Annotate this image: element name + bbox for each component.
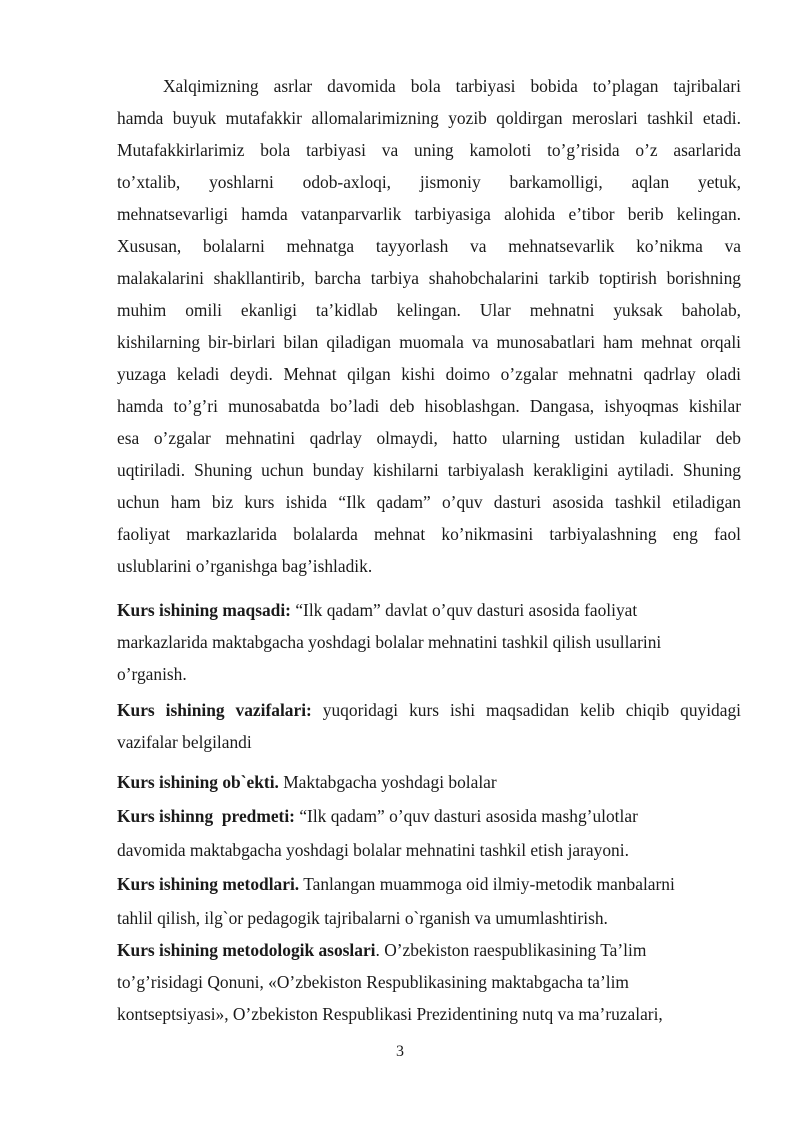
paragraph-line: kishilarning bir-birlari bilan qiladigan muomala va munosabatlari ham mehnat orqali — [117, 332, 741, 352]
paragraph-line: Mutafakkirlarimiz bola tarbiyasi va uning kamoloti to’g’risida o’z asarlarida — [117, 140, 741, 160]
section-obekt — [117, 770, 741, 794]
section-text-line: vazifalar belgilandi — [117, 732, 252, 752]
paragraph-line: uslublarini o’rganishga bag’ishladik. — [117, 556, 373, 576]
section-text-line: tahlil qilish, ilg`or pedagogik tajribalarni o`rganish va umumlashtirish. — [117, 908, 608, 928]
paragraph-line: hamda to’g’ri munosabatda bo’ladi deb hisoblashgan. Dangasa, ishyoqmas kishilar — [117, 396, 741, 416]
section-vazifalar — [117, 698, 741, 722]
section-label: Kurs ishining metodologik asoslari — [117, 940, 376, 960]
paragraph-line: esa o’zgalar mehnatini qadrlay olmaydi, hatto ularning ustidan kuladilar deb — [117, 428, 741, 448]
section-text-line: o’rganish. — [117, 664, 187, 684]
section-metodlar — [117, 872, 741, 896]
section-predmet — [117, 804, 741, 828]
section-text: “Ilk qadam” davlat o’quv dasturi asosida faoliyat — [290, 600, 638, 620]
section-text-line: kontseptsiyasi», O’zbekiston Respublikasi Prezidentining nutq va ma’ruzalari, — [117, 1004, 663, 1024]
paragraph-line: faoliyat markazlarida bolalarda mehnat ko’nikmasini tarbiyalashning eng faol — [117, 524, 741, 544]
paragraph-line: hamda buyuk mutafakkir allomalarimizning yozib qoldirgan meroslari tashkil etadi. — [117, 108, 741, 128]
paragraph-line: mehnatsevarligi hamda vatanparvarlik tarbiyasiga alohida e’tibor berib kelingan. — [117, 204, 741, 224]
paragraph-line: uqtiriladi. Shuning uchun bunday kishilarni tarbiyalash kerakligini aytiladi. Shuning — [117, 460, 741, 480]
section-text: Tanlangan muammoga oid ilmiy-metodik manbalarni — [299, 874, 675, 894]
paragraph-line: yuzaga keladi deydi. Mehnat qilgan kishi doimo o’zgalar mehnatni qadrlay oladi — [117, 364, 741, 384]
section-label: Kurs ishining maqsadi: — [117, 600, 291, 620]
section-label: Kurs ishining ob`ekti. — [117, 772, 279, 792]
paragraph-line: malakalarini shakllantirib, barcha tarbiya shahobchalarini tarkib toptirish borishning — [117, 268, 741, 288]
section-text: yuqoridagi kurs ishi maqsadidan kelib chiqib quyidagi — [311, 700, 741, 720]
paragraph-line: Xususan, bolalarni mehnatga tayyorlash va mehnatsevarlik ko’nikma va — [117, 236, 741, 256]
page-number: 3 — [396, 1043, 404, 1060]
paragraph-line: muhim omili ekanligi ta’kidlab kelingan. Ular mehnatni yuksak baholab, — [117, 300, 741, 320]
section-text: . O’zbekiston raespublikasining Ta’lim — [375, 940, 647, 960]
section-metodologik — [117, 938, 741, 962]
section-label: Kurs ishining metodlari. — [117, 874, 300, 894]
section-text-line: to’g’risidagi Qonuni, «O’zbekiston Respublikasining maktabgacha ta’lim — [117, 972, 629, 992]
section-text: Maktabgacha yoshdagi bolalar — [278, 772, 497, 792]
section-label: Kurs ishinng predmeti: — [117, 806, 295, 826]
section-label: Kurs ishining vazifalari: — [117, 700, 312, 720]
section-text-line: markazlarida maktabgacha yoshdagi bolalar mehnatini tashkil qilish usullarini — [117, 632, 662, 652]
paragraph-line: uchun ham biz kurs ishida “Ilk qadam” o’quv dasturi asosida tashkil etiladigan — [117, 492, 741, 512]
paragraph-line: to’xtalib, yoshlarni odob-axloqi, jismoniy barkamolligi, aqlan yetuk, — [117, 172, 741, 192]
section-text: “Ilk qadam” o’quv dasturi asosida mashg’ulotlar — [294, 806, 638, 826]
paragraph-line: Xalqimizning asrlar davomida bola tarbiyasi bobida to’plagan tajribalari — [163, 76, 741, 96]
section-maqsad — [117, 598, 741, 622]
section-text-line: davomida maktabgacha yoshdagi bolalar mehnatini tashkil etish jarayoni. — [117, 840, 629, 860]
